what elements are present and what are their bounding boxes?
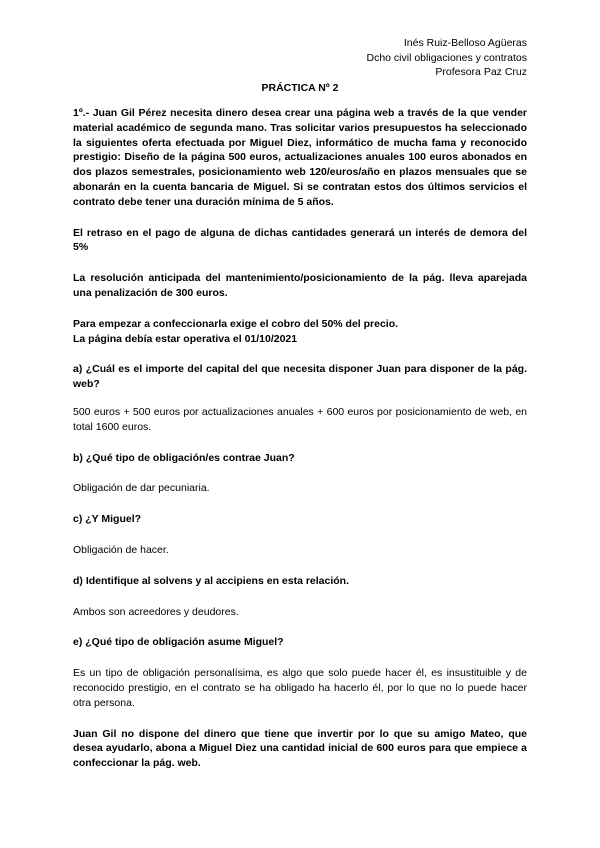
- document-header: [367, 36, 528, 80]
- professor-name: Profesora Paz Cruz: [435, 66, 527, 78]
- statement-paragraph-1: 1º.- Juan Gil Pérez necesita dinero desea crear una página web a través de la que vender material académico de segunda mano. Tras solicitar varios presupuestos ha seleccionado la siguientes oferta efectuada por Miguel Diez, informático de mucha fama y reconocido prestigio: Diseño de la página 500 euros, actualizaciones anuales 100 euros abonados en dos plazos semestrales, posicionamiento web 120/euros/año en plazos mensuales que se abonarán en la cuenta bancaria de Miguel. Si se contratan estos dos últimos servicios el contrato debe tener una duración mínima de 5 años.: [73, 107, 527, 208]
- statement-paragraph-4: [73, 317, 527, 347]
- question-a: a) ¿Cuál es el importe del capital del que necesita disponer Juan para disponer de la pág. web?: [73, 363, 527, 391]
- page-title: PRÁCTICA Nº 2: [261, 82, 339, 94]
- answer-b: Obligación de dar pecuniaria.: [73, 482, 210, 495]
- question-b: b) ¿Qué tipo de obligación/es contrae Juan?: [73, 451, 295, 464]
- statement-paragraph-3: La resolución anticipada del mantenimiento/posicionamiento de la pág. lleva aparejada una penalización de 300 euros.: [73, 272, 527, 299]
- course-name: Dcho civil obligaciones y contratos: [366, 51, 527, 64]
- closing-paragraph: Juan Gil no dispone del dinero que tiene que invertir por lo que su amigo Mateo, que desea ayudarlo, abona a Miguel Diez una cantidad inicial de 600 euros para que empiece a confeccionar la pág. web.: [73, 727, 527, 770]
- statement-line-price: Para empezar a confeccionarla exige el cobro del 50% del precio.: [73, 317, 399, 330]
- statement-paragraph-2: El retraso en el pago de alguna de dichas cantidades generará un interés de demora del 5%: [73, 226, 527, 254]
- document-body: [73, 106, 527, 785]
- question-d: d) Identifique al solvens y al accipiens en esta relación.: [73, 574, 350, 587]
- question-c: c) ¿Y Miguel?: [73, 513, 142, 526]
- question-e: e) ¿Qué tipo de obligación asume Miguel?: [73, 636, 284, 649]
- answer-d: Ambos son acreedores y deudores.: [73, 605, 239, 618]
- answer-a: 500 euros + 500 euros por actualizaciones anuales + 600 euros por posicionamiento de web, en total 1600 euros.: [73, 405, 527, 433]
- answer-c: Obligación de hacer.: [73, 543, 169, 556]
- answer-e: Es un tipo de obligación personalísima, es algo que solo puede hacer él, es insustituible y de reconocido prestigio, en el contrato se ha obligado ha hacerlo él, por lo que no lo puede hacer otra persona.: [73, 667, 527, 709]
- author-name: Inés Ruiz-Belloso Agüeras: [403, 37, 527, 49]
- statement-line-date: La página debía estar operativa el 01/10/2021: [73, 332, 298, 345]
